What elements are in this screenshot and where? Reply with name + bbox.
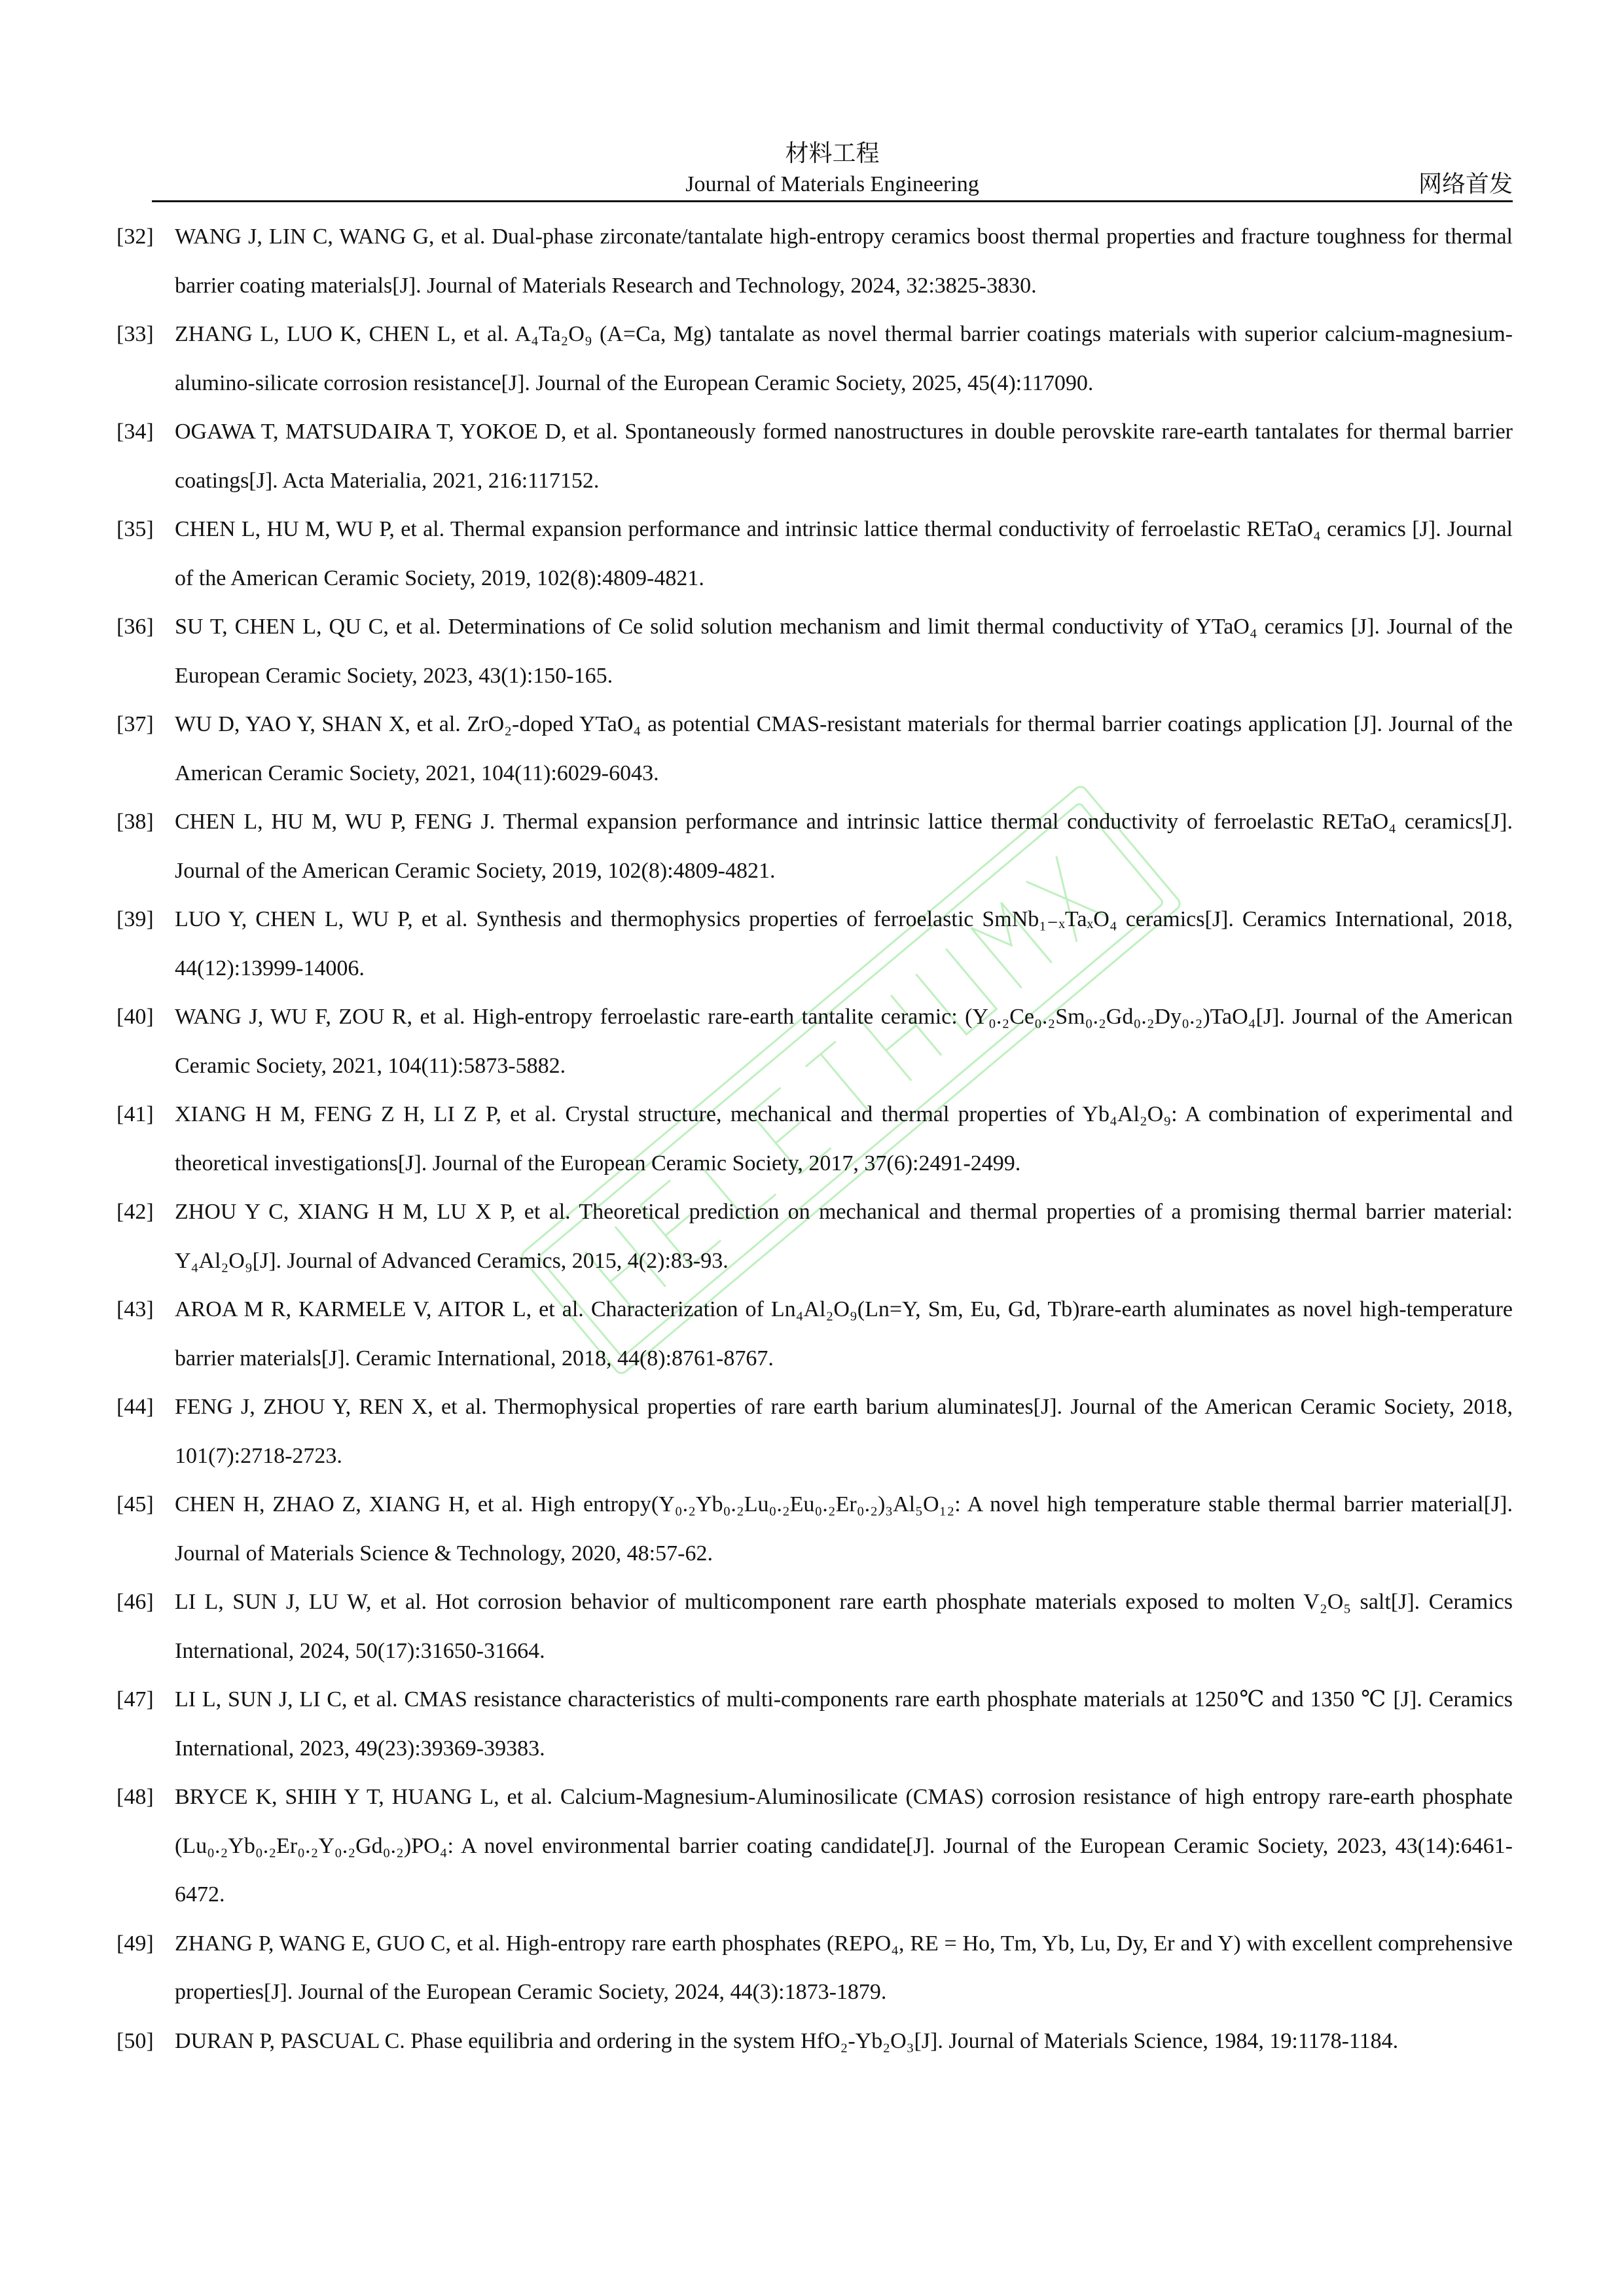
reference-text: CHEN L, HU M, WU P, FENG J. Thermal expansion performance and intrinsic lattice thermal conductivity of ferroelastic RETaO₄ ceramics[J]. Journal of the American Ceramic Society, 2019, 102(8):4809-4821. [175,810,1513,883]
reference-text: LUO Y, CHEN L, WU P, et al. Synthesis and thermophysics properties of ferroelastic SmNb₁₋ₓTaₓO₄ ceramics[J]. Ceramics International, 2018, 44(12):13999-14006. [175,907,1513,980]
reference-text: CHEN H, ZHAO Z, XIANG H, et al. High entropy(Y₀.₂Yb₀.₂Lu₀.₂Eu₀.₂Er₀.₂)₃Al₅O₁₂: A novel high temperature stable thermal barrier material[J]. Journal of Materials Science & Technology, 2020, 48:57-62. [175,1492,1513,1566]
reference-item [117,408,1513,505]
header-divider [152,200,1513,202]
reference-number: [36] [117,615,154,639]
reference-item [117,1676,1513,1773]
reference-text: OGAWA T, MATSUDAIRA T, YOKOE D, et al. Spontaneously formed nanostructures in double perovskite rare-earth tantalates for thermal barrier coatings[J]. Acta Materialia, 2021, 216:117152. [175,420,1513,493]
reference-number: [38] [117,810,154,834]
reference-number: [50] [117,2028,154,2053]
reference-item [117,505,1513,603]
reference-item [117,1383,1513,1480]
page-header [152,131,1513,199]
reference-text: ZHANG L, LUO K, CHEN L, et al. A₄Ta₂O₉ (A=Ca, Mg) tantalate as novel thermal barrier coatings materials with superior calcium-magnesium-alumino-silicate corrosion resistance[J]. Journal of the European Ceramic Society, 2025, 45(4):117090. [175,322,1513,395]
reference-item [117,213,1513,310]
reference-number: [46] [117,1590,154,1614]
reference-text: XIANG H M, FENG Z H, LI Z P, et al. Crystal structure, mechanical and thermal properties of Yb₄Al₂O₉: A combination of experimental and theoretical investigations[J]. Journal of the European Ceramic Society, 2017, 37(6):2491-2499. [175,1102,1513,1175]
journal-title-en: Journal of Materials Engineering [685,172,979,196]
reference-list [117,213,1513,2066]
reference-number: [33] [117,322,154,346]
reference-number: [34] [117,420,154,444]
reference-item [117,1188,1513,1285]
reference-item [117,1773,1513,1920]
reference-item [117,603,1513,700]
reference-text: WANG J, LIN C, WANG G, et al. Dual-phase zirconate/tantalate high-entropy ceramics boost thermal properties and fracture toughness for thermal barrier coating materials[J]. Journal of Materials Research and Technology, 2024, 32:3825-3830. [175,224,1513,298]
reference-text: AROA M R, KARMELE V, AITOR L, et al. Characterization of Ln₄Al₂O₉(Ln=Y, Sm, Eu, Gd, Tb)rare-earth aluminates as novel high-temperature barrier materials[J]. Ceramic International, 2018, 44(8):8761-8767. [175,1297,1513,1371]
reference-text: CHEN L, HU M, WU P, et al. Thermal expansion performance and intrinsic lattice thermal conductivity of ferroelastic RETaO₄ ceramics [J]. Journal of the American Ceramic Society, 2019, 102(8):4809-4821. [175,517,1513,590]
reference-number: [32] [117,224,154,249]
reference-number: [39] [117,907,154,931]
reference-item [117,993,1513,1090]
reference-item [117,1480,1513,1578]
reference-item [117,1090,1513,1188]
reference-item [117,895,1513,993]
reference-number: [49] [117,1931,154,1956]
reference-item [117,2017,1513,2066]
online-first-label: 网络首发 [1418,171,1513,198]
reference-number: [45] [117,1492,154,1516]
reference-number: [37] [117,712,154,736]
journal-title-cn: 材料工程 [785,140,880,166]
reference-number: [40] [117,1005,154,1029]
reference-text: LI L, SUN J, LI C, et al. CMAS resistance characteristics of multi-components rare earth phosphate materials at 1250℃ and 1350 ℃ [J]. Ceramics International, 2023, 49(23):39369-39383. [175,1687,1513,1761]
reference-number: [48] [117,1785,154,1809]
reference-item [117,798,1513,895]
reference-text: WU D, YAO Y, SHAN X, et al. ZrO₂-doped YTaO₄ as potential CMAS-resistant materials for thermal barrier coatings application [J]. Journal of the American Ceramic Society, 2021, 104(11):6029-6043. [175,712,1513,785]
reference-item [117,1578,1513,1676]
reference-text: FENG J, ZHOU Y, REN X, et al. Thermophysical properties of rare earth barium aluminates[J]. Journal of the American Ceramic Society, 2018, 101(7):2718-2723. [175,1395,1513,1468]
reference-text: SU T, CHEN L, QU C, et al. Determinations of Ce solid solution mechanism and limit thermal conductivity of YTaO₄ ceramics [J]. Journal of the European Ceramic Society, 2023, 43(1):150-165. [175,615,1513,688]
reference-item [117,1285,1513,1383]
reference-number: [41] [117,1102,154,1126]
reference-number: [42] [117,1200,154,1224]
reference-text: DURAN P, PASCUAL C. Phase equilibria and ordering in the system HfO₂-Yb₂O₃[J]. Journal of Materials Science, 1984, 19:1178-1184. [175,2028,1399,2053]
reference-text: ZHOU Y C, XIANG H M, LU X P, et al. Theoretical prediction on mechanical and thermal properties of a promising thermal barrier material: Y₄Al₂O₉[J]. Journal of Advanced Ceramics, 2015, 4(2):83-93. [175,1200,1513,1273]
reference-item [117,700,1513,798]
reference-item [117,310,1513,408]
reference-number: [47] [117,1687,154,1712]
reference-text: ZHANG P, WANG E, GUO C, et al. High-entropy rare earth phosphates (REPO₄, RE = Ho, Tm, Yb, Lu, Dy, Er and Y) with excellent comprehensive properties[J]. Journal of the European Ceramic Society, 2024, 44(3):1873-1879. [175,1931,1513,2004]
reference-text: WANG J, WU F, ZOU R, et al. High-entropy ferroelastic rare-earth tantalite ceramic: (Y₀.₂Ce₀.₂Sm₀.₂Gd₀.₂Dy₀.₂)TaO₄[J]. Journal of the American Ceramic Society, 2021, 104(11):5873-5882. [175,1005,1513,1078]
reference-number: [44] [117,1395,154,1419]
reference-text: BRYCE K, SHIH Y T, HUANG L, et al. Calcium-Magnesium-Aluminosilicate (CMAS) corrosion resistance of high entropy rare-earth phosphate (Lu₀.₂Yb₀.₂Er₀.₂Y₀.₂Gd₀.₂)PO₄: A novel environmental barrier coating candidate[J]. Journal of the European Ceramic Society, 2023, 43(14):6461-6472. [175,1785,1513,1907]
reference-number: [35] [117,517,154,541]
reference-text: LI L, SUN J, LU W, et al. Hot corrosion behavior of multicomponent rare earth phosphate materials exposed to molten V₂O₅ salt[J]. Ceramics International, 2024, 50(17):31650-31664. [175,1590,1513,1663]
reference-item [117,1920,1513,2017]
reference-number: [43] [117,1297,154,1321]
